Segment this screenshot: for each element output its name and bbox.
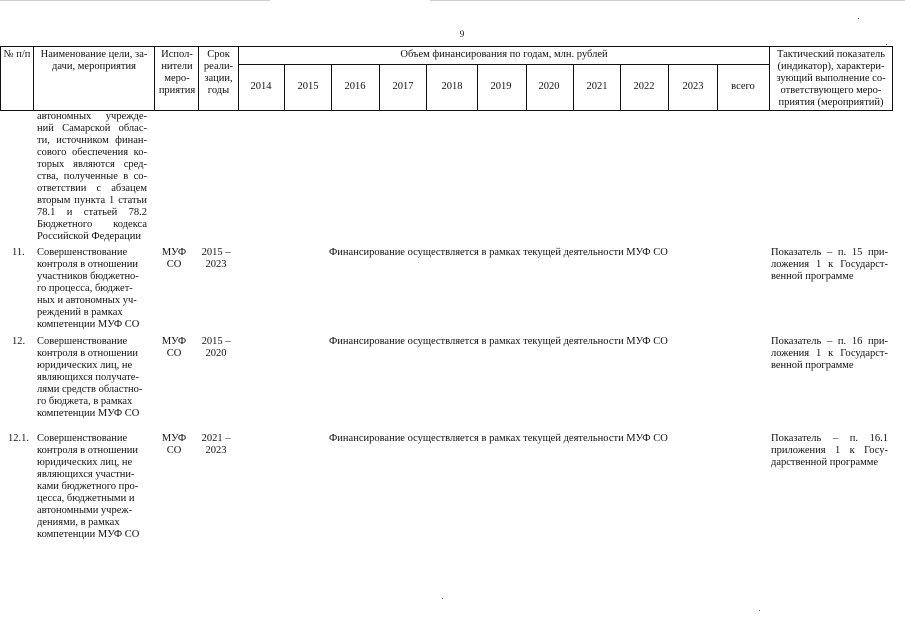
- row-num: 11.: [12, 247, 25, 258]
- continuation-name: автономных учрежде-ний Самарской облас-ти, источником финан-сового обеспечения ко-торых являются сред-ства, полученные в со-ответствии с абзацем вторым пункта 1 статьи 78.1 и статьей 78.2 Бюджетного кодекса Российской Федерации: [37, 111, 147, 242]
- header-year-2023: 2023: [682, 81, 704, 92]
- header-year-2015: 2015: [297, 81, 319, 92]
- scan-speck: [759, 610, 760, 611]
- row-funding: Финансирование осуществляется в рамках текущей деятельности МУФ СО: [329, 433, 668, 444]
- header-year-2016: 2016: [344, 81, 366, 92]
- row-num: 12.1.: [8, 433, 29, 444]
- header-year-2022: 2022: [633, 81, 655, 92]
- header-name: Наименование цели, за-дачи, мероприятия: [40, 49, 148, 72]
- row-funding: Финансирование осуществляется в рамках текущей деятельности МУФ СО: [329, 247, 668, 258]
- row-executor: МУФ СО: [161, 247, 187, 270]
- header-year-2019: 2019: [490, 81, 512, 92]
- scan-edge-right: [430, 0, 905, 1]
- row-name: Совершенствование контроля в отношении участников бюджетно-го процесса, бюджет-ных и автономных уч-реждений в рамках компетенции МУФ СО: [37, 247, 140, 330]
- header-total: всего: [731, 81, 755, 92]
- header-year-2017: 2017: [392, 81, 414, 92]
- header-year-2020: 2020: [538, 81, 560, 92]
- row-term: 2015 – 2020: [201, 336, 231, 359]
- header-year-2021: 2021: [586, 81, 608, 92]
- scan-speck: [858, 18, 859, 19]
- header-num: № п/п: [3, 49, 31, 60]
- header-year-2018: 2018: [441, 81, 463, 92]
- row-executor: МУФ СО: [161, 336, 187, 359]
- row-indicator: Показатель – п. 15 при-ложения 1 к Государст-венной программе: [771, 247, 888, 282]
- scan-speck: [442, 598, 443, 599]
- header-executor: Испол-нители меро-приятия: [158, 49, 196, 96]
- row-name: Совершенствование контроля в отношении юридических лиц, не являющихся получате-лями средств областно-го бюджета, в рамках компетенции МУФ СО: [37, 336, 143, 419]
- row-executor: МУФ СО: [161, 433, 187, 456]
- row-name: Совершенствование контроля в отношении юридических лиц, не являющихся участни-ками бюджетного про-цесса, бюджетными и автономными учреж-дениями, в рамках компетенции МУФ СО: [37, 433, 140, 540]
- row-funding: Финансирование осуществляется в рамках текущей деятельности МУФ СО: [329, 336, 668, 347]
- page-number: 9: [459, 29, 465, 39]
- row-num: 12.: [12, 336, 26, 347]
- row-term: 2015 – 2023: [201, 247, 231, 270]
- row-indicator: Показатель – п. 16.1 приложения 1 к Госу-дарственной программе: [771, 433, 888, 468]
- scan-speck: [886, 44, 887, 45]
- row-indicator: Показатель – п. 16 при-ложения 1 к Государст-венной программе: [771, 336, 888, 371]
- scan-edge-left: [0, 0, 270, 1]
- header-year-2014: 2014: [250, 81, 272, 92]
- header-funding: Объем финансирования по годам, млн. рублей: [400, 49, 608, 60]
- header-indicator: Тактический показатель (индикатор), характери-зующий выполнение со-ответствующего меро-приятия (мероприятий): [776, 49, 886, 108]
- header-term: Срок реали-зации, годы: [203, 49, 234, 96]
- row-term: 2021 – 2023: [201, 433, 231, 456]
